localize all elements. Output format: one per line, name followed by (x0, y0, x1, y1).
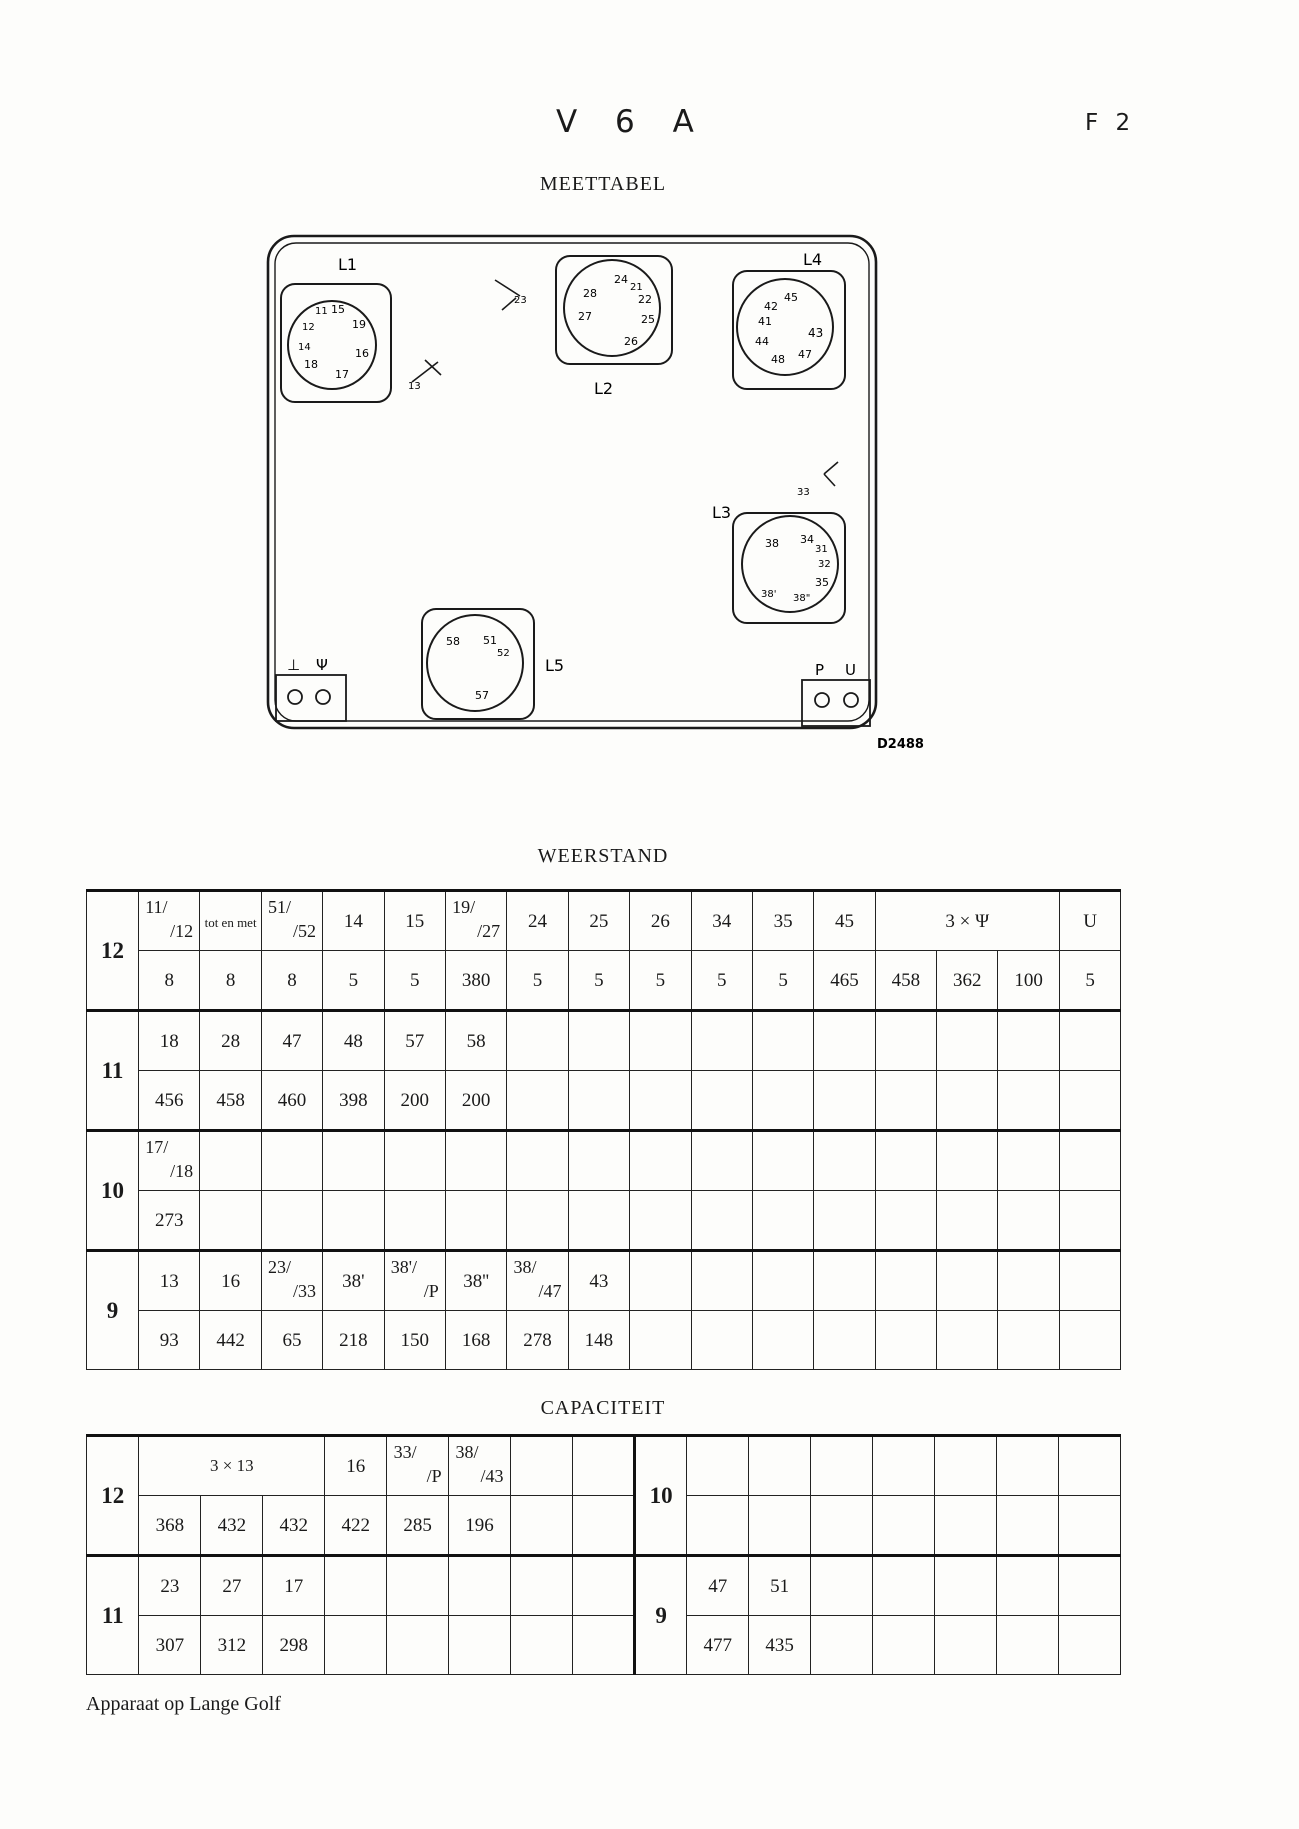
table-row (87, 1556, 1121, 1616)
coil-pin: 31 (815, 544, 828, 555)
table-cell (691, 1251, 752, 1311)
table-cell: 16 (200, 1251, 261, 1311)
table-cell (323, 1191, 384, 1251)
coil-pin: 38 (765, 537, 779, 550)
table-cell: 200 (445, 1071, 506, 1131)
coil-pin: 45 (784, 291, 798, 304)
table-row (87, 1251, 1121, 1311)
table-cell: 460 (261, 1071, 322, 1131)
coil-pin: 38' (761, 589, 777, 600)
coil-pin: 19 (352, 318, 366, 331)
table-cell: 456 (139, 1071, 200, 1131)
table-cell (998, 1011, 1059, 1071)
table-cell (749, 1496, 811, 1556)
table-cell: 5 (691, 951, 752, 1011)
table-cell (630, 1311, 691, 1370)
table-cell: 5 (1059, 951, 1120, 1011)
table-cell (1059, 1131, 1120, 1191)
table-row (87, 891, 1121, 951)
table-cell (630, 1011, 691, 1071)
coil-l5 (422, 609, 564, 719)
table-cell (996, 1616, 1058, 1675)
table-cell (511, 1436, 573, 1496)
table-cell: 33/ /P (387, 1436, 449, 1496)
table-cell: 51/ /52 (261, 891, 322, 951)
table-cell: 465 (814, 951, 875, 1011)
row-label: 10 (634, 1436, 686, 1556)
table-cell (998, 1131, 1059, 1191)
table-cell (814, 1131, 875, 1191)
table-cell: 35 (752, 891, 813, 951)
coil-pin: 57 (475, 689, 489, 702)
table-cell: 19/ /27 (445, 891, 506, 951)
coil-pin: 28 (583, 287, 597, 300)
coil-pin: 21 (630, 282, 643, 293)
table-cell (814, 1071, 875, 1131)
footer-note: Apparaat op Lange Golf (86, 1693, 281, 1715)
table-cell (752, 1011, 813, 1071)
chassis-diagram (0, 0, 1299, 800)
coil-pin: 12 (302, 322, 315, 333)
table-cell: 458 (875, 951, 936, 1011)
table-cell (630, 1071, 691, 1131)
table-cell (568, 1071, 629, 1131)
table-cell: 3 × Ψ (875, 891, 1059, 951)
coil-l1 (281, 255, 391, 402)
table-cell (445, 1131, 506, 1191)
table-cell (1058, 1556, 1120, 1616)
table-cell (449, 1556, 511, 1616)
table-cell: 14 (323, 891, 384, 951)
table-cell: 48 (323, 1011, 384, 1071)
table-cell: 11/ /12 (139, 891, 200, 951)
table-cell: 432 (201, 1496, 263, 1556)
table-cell: 422 (325, 1496, 387, 1556)
table-cell: 8 (261, 951, 322, 1011)
table-cell: 43 (568, 1251, 629, 1311)
table-cell (511, 1616, 573, 1675)
table-row (87, 1436, 1121, 1496)
table-cell (937, 1131, 998, 1191)
table-cell (996, 1556, 1058, 1616)
table-cell (507, 1071, 568, 1131)
svg-text:23: 23 (514, 295, 527, 306)
table-cell: 26 (630, 891, 691, 951)
table-cell (572, 1556, 634, 1616)
svg-text:33: 33 (797, 487, 810, 498)
table-cell: 23 (139, 1556, 201, 1616)
coil-pin: 43 (808, 326, 824, 340)
table-cell: 16 (325, 1436, 387, 1496)
table-cell (572, 1616, 634, 1675)
table-cell (752, 1311, 813, 1370)
table-cell: 58 (445, 1011, 506, 1071)
table-cell: 17 (263, 1556, 325, 1616)
table-cell (749, 1436, 811, 1496)
table-cell: 432 (263, 1496, 325, 1556)
table-cell: 5 (752, 951, 813, 1011)
table-cell (687, 1496, 749, 1556)
table-cell: 200 (384, 1071, 445, 1131)
table-cell (996, 1436, 1058, 1496)
coil-l2 (556, 256, 672, 398)
table-cell: 5 (568, 951, 629, 1011)
table-cell: 442 (200, 1311, 261, 1370)
table-cell (875, 1011, 936, 1071)
speaker-terminals (802, 661, 870, 726)
coil-pin: 27 (578, 310, 592, 323)
table-cell: 38'/ /P (384, 1251, 445, 1311)
table-row (87, 1071, 1121, 1131)
coil-pin: 42 (764, 300, 778, 313)
table-cell (691, 1011, 752, 1071)
table-cell (937, 1251, 998, 1311)
table-cell (323, 1131, 384, 1191)
table-cell (875, 1251, 936, 1311)
capaciteit-title: CAPACITEIT (540, 1397, 666, 1419)
coil-pin: 16 (355, 347, 369, 360)
table-cell: 38'' (445, 1251, 506, 1311)
table-cell (996, 1496, 1058, 1556)
table-cell (691, 1071, 752, 1131)
row-label: 10 (87, 1131, 139, 1251)
table-cell (630, 1251, 691, 1311)
table-cell: 51 (749, 1556, 811, 1616)
table-cell (937, 1011, 998, 1071)
weerstand-table (86, 889, 1121, 1370)
row-label: 9 (634, 1556, 686, 1675)
table-cell: 15 (384, 891, 445, 951)
coil-l4-label: L4 (803, 250, 823, 269)
table-cell (630, 1191, 691, 1251)
coil-pin: 41 (758, 315, 772, 328)
table-cell (998, 1191, 1059, 1251)
coil-pin: 51 (483, 634, 497, 647)
table-cell: 278 (507, 1311, 568, 1370)
table-cell: 34 (691, 891, 752, 951)
table-cell: 5 (384, 951, 445, 1011)
coil-pin: 52 (497, 648, 510, 659)
table-cell: 65 (261, 1311, 322, 1370)
table-cell (873, 1436, 935, 1496)
table-cell: 28 (200, 1011, 261, 1071)
table-cell (511, 1496, 573, 1556)
coil-pin: 22 (638, 293, 652, 306)
row-label: 9 (87, 1251, 139, 1370)
table-cell: U (1059, 891, 1120, 951)
drawing-number: D2488 (877, 737, 924, 752)
table-cell (937, 1191, 998, 1251)
table-cell: 458 (200, 1071, 261, 1131)
table-cell (934, 1436, 996, 1496)
table-cell: 38/ /43 (449, 1436, 511, 1496)
table-cell (1058, 1496, 1120, 1556)
table-cell: 57 (384, 1011, 445, 1071)
table-cell (572, 1436, 634, 1496)
table-row (87, 1011, 1121, 1071)
table-cell (752, 1251, 813, 1311)
diagram-title: MEETTABEL (539, 173, 667, 195)
table-cell: tot en met (200, 891, 261, 951)
table-cell: 435 (749, 1616, 811, 1675)
table-cell: 13 (139, 1251, 200, 1311)
table-cell: 298 (263, 1616, 325, 1675)
table-cell: 148 (568, 1311, 629, 1370)
table-cell: 150 (384, 1311, 445, 1370)
table-cell: 218 (323, 1311, 384, 1370)
table-row (87, 1131, 1121, 1191)
coil-pin: 58 (446, 635, 460, 648)
table-cell (261, 1131, 322, 1191)
table-cell: 398 (323, 1071, 384, 1131)
capaciteit-table (86, 1434, 1121, 1675)
coil-pin: 17 (335, 368, 349, 381)
table-cell: 312 (201, 1616, 263, 1675)
table-cell (998, 1071, 1059, 1131)
table-cell (572, 1496, 634, 1556)
table-cell (1059, 1251, 1120, 1311)
coil-pin: 24 (614, 273, 628, 286)
coil-pin: 38" (793, 593, 811, 604)
table-cell: 8 (139, 951, 200, 1011)
table-row (87, 1496, 1121, 1556)
table-cell (1058, 1616, 1120, 1675)
table-cell: 273 (139, 1191, 200, 1251)
table-cell (691, 1311, 752, 1370)
coil-pin: 35 (815, 576, 829, 589)
weerstand-title: WEERSTAND (537, 845, 669, 867)
coil-pin: 14 (298, 342, 311, 353)
table-cell (384, 1131, 445, 1191)
table-cell: 362 (937, 951, 998, 1011)
table-cell (200, 1131, 261, 1191)
table-cell (568, 1191, 629, 1251)
table-cell: 3 × 13 (139, 1436, 325, 1496)
coil-l3-label: L3 (712, 503, 732, 522)
coil-pin: 48 (771, 353, 785, 366)
coil-pin: 18 (304, 358, 318, 371)
table-row (87, 1311, 1121, 1370)
table-cell (873, 1556, 935, 1616)
table-cell (325, 1556, 387, 1616)
table-cell (998, 1251, 1059, 1311)
table-cell (261, 1191, 322, 1251)
table-cell: 18 (139, 1011, 200, 1071)
table-cell: 100 (998, 951, 1059, 1011)
coil-l2-label: L2 (594, 379, 614, 398)
table-cell: 307 (139, 1616, 201, 1675)
table-cell: 368 (139, 1496, 201, 1556)
table-cell: 285 (387, 1496, 449, 1556)
table-cell (752, 1131, 813, 1191)
svg-text:P: P (815, 661, 825, 679)
table-cell (507, 1191, 568, 1251)
coil-pin: 44 (755, 335, 769, 348)
trimmer-33 (797, 462, 838, 498)
coil-l4 (733, 250, 845, 389)
svg-text:⊥: ⊥ (287, 656, 301, 674)
coil-l5-label: L5 (545, 656, 565, 675)
table-cell (568, 1011, 629, 1071)
table-cell (814, 1191, 875, 1251)
coil-pin: 26 (624, 335, 638, 348)
table-cell: 38' (323, 1251, 384, 1311)
table-cell (875, 1071, 936, 1131)
table-cell (507, 1011, 568, 1071)
table-row (87, 951, 1121, 1011)
coil-pin: 34 (800, 533, 814, 546)
row-label: 12 (87, 891, 139, 1011)
table-cell (1059, 1191, 1120, 1251)
table-cell (568, 1131, 629, 1191)
table-cell (691, 1191, 752, 1251)
table-cell (511, 1556, 573, 1616)
table-cell (1059, 1071, 1120, 1131)
table-cell (752, 1071, 813, 1131)
document-title: V 6 A (556, 104, 708, 140)
table-cell: 27 (201, 1556, 263, 1616)
coil-pin: 25 (641, 313, 655, 326)
table-cell (1059, 1011, 1120, 1071)
table-cell (937, 1311, 998, 1370)
table-cell (875, 1131, 936, 1191)
svg-text:U: U (845, 661, 856, 679)
table-cell: 23/ /33 (261, 1251, 322, 1311)
table-cell (200, 1191, 261, 1251)
table-cell (1059, 1311, 1120, 1370)
table-cell (873, 1496, 935, 1556)
table-cell: 380 (445, 951, 506, 1011)
coil-l1-label: L1 (338, 255, 358, 274)
table-row (87, 1616, 1121, 1675)
table-cell (934, 1556, 996, 1616)
table-cell (934, 1496, 996, 1556)
row-label: 11 (87, 1556, 139, 1675)
table-cell (811, 1436, 873, 1496)
coil-pin: 15 (331, 303, 345, 316)
row-label: 12 (87, 1436, 139, 1556)
table-cell (691, 1131, 752, 1191)
table-cell: 5 (507, 951, 568, 1011)
table-cell (387, 1616, 449, 1675)
table-cell (630, 1131, 691, 1191)
svg-text:13: 13 (408, 381, 421, 392)
antenna-earth-terminals (276, 656, 346, 721)
table-cell: 38/ /47 (507, 1251, 568, 1311)
table-cell (934, 1616, 996, 1675)
table-cell (937, 1071, 998, 1131)
table-row (87, 1191, 1121, 1251)
coil-pin: 11 (315, 306, 328, 317)
table-cell: 25 (568, 891, 629, 951)
table-cell (875, 1191, 936, 1251)
table-cell (873, 1616, 935, 1675)
table-cell (387, 1556, 449, 1616)
trimmer-13 (408, 360, 441, 392)
table-cell (814, 1311, 875, 1370)
table-cell (811, 1496, 873, 1556)
table-cell: 5 (323, 951, 384, 1011)
table-cell: 47 (687, 1556, 749, 1616)
table-cell (998, 1311, 1059, 1370)
table-cell (752, 1191, 813, 1251)
table-cell: 196 (449, 1496, 511, 1556)
table-cell (814, 1011, 875, 1071)
table-cell: 17/ /18 (139, 1131, 200, 1191)
table-cell (811, 1556, 873, 1616)
table-cell (445, 1191, 506, 1251)
table-cell (507, 1131, 568, 1191)
table-cell: 24 (507, 891, 568, 951)
table-cell (811, 1616, 873, 1675)
page-code: F 2 (1085, 110, 1136, 136)
table-cell (875, 1311, 936, 1370)
svg-text:Ψ: Ψ (316, 656, 328, 674)
trimmer-23 (495, 280, 527, 310)
table-cell: 93 (139, 1311, 200, 1370)
table-cell (687, 1436, 749, 1496)
coil-pin: 47 (798, 348, 812, 361)
table-cell: 5 (630, 951, 691, 1011)
table-cell (325, 1616, 387, 1675)
table-cell: 8 (200, 951, 261, 1011)
coil-pin: 32 (818, 559, 831, 570)
table-cell (1058, 1436, 1120, 1496)
table-cell: 45 (814, 891, 875, 951)
table-cell (449, 1616, 511, 1675)
table-cell: 47 (261, 1011, 322, 1071)
table-cell (814, 1251, 875, 1311)
table-cell: 168 (445, 1311, 506, 1370)
row-label: 11 (87, 1011, 139, 1131)
coil-l3 (712, 503, 845, 623)
table-cell: 477 (687, 1616, 749, 1675)
table-cell (384, 1191, 445, 1251)
